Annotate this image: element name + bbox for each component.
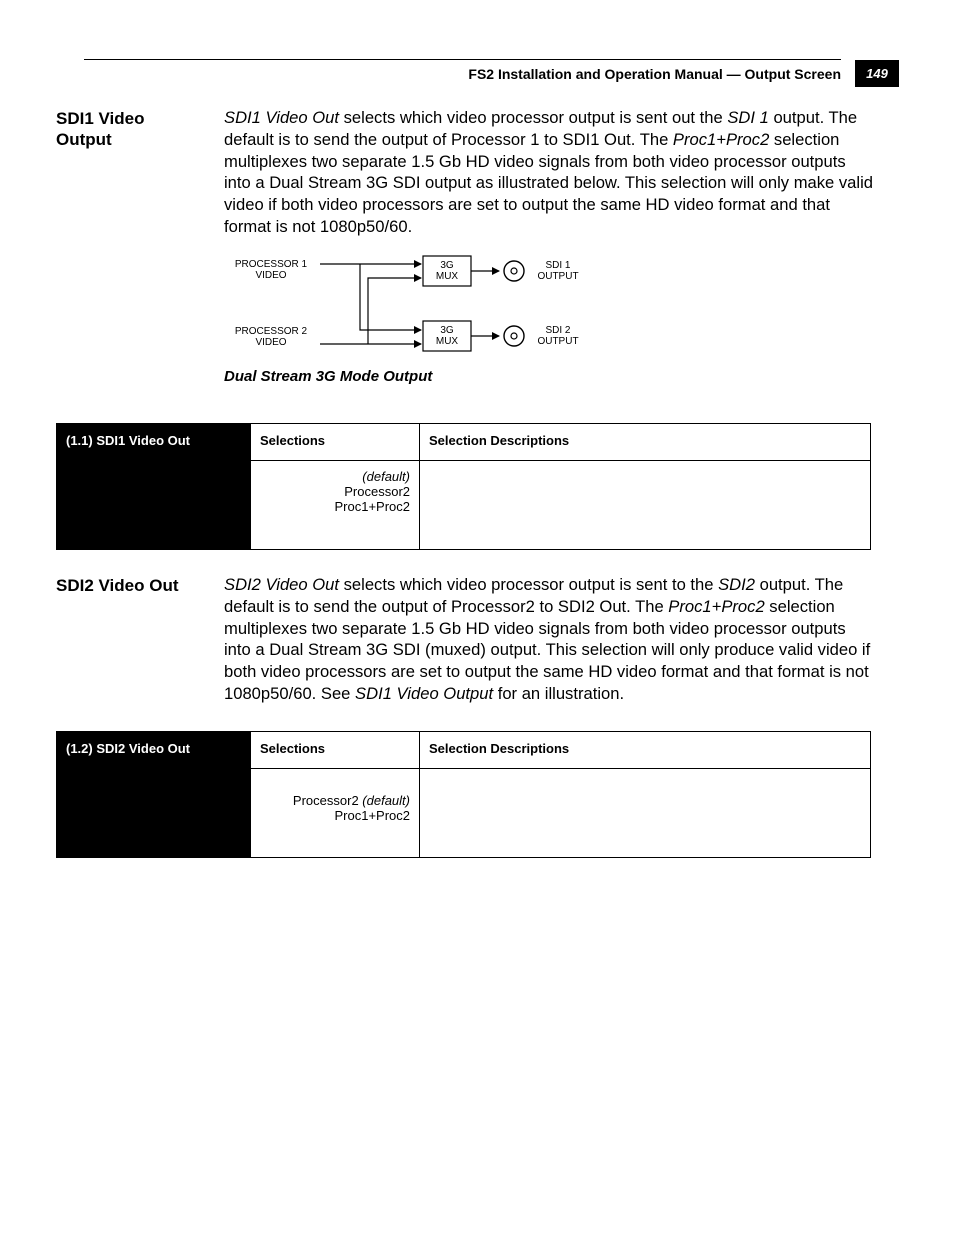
section1-paragraph	[224, 107, 874, 238]
col-header-selections: Selections	[251, 732, 420, 769]
selection-list	[251, 469, 410, 514]
diagram-out2-sublabel: OUTPUT	[537, 336, 579, 347]
col-header-selections: Selections	[251, 424, 420, 461]
text-run: selection multiplexes two separate 1.5 Gb HD video signals from both video processor outputs into a Dual Stream 3G SDI output as illustrated below. This selection will only make valid video if both video processors are set to output the same HD video format and that format is not 1080p50/60.	[224, 129, 874, 236]
diagram-mux1-label: 3G	[440, 260, 454, 271]
term-proc1-proc2: Proc1+Proc2	[668, 596, 765, 616]
diagram-proc2-sublabel: VIDEO	[255, 337, 287, 348]
text-run: for an illustration.	[493, 683, 625, 703]
page-number: 149	[866, 66, 888, 81]
table-row	[57, 732, 871, 769]
list-item: Proc1+Proc2	[334, 499, 410, 514]
list-item: Proc1+Proc2	[334, 808, 410, 823]
table-row	[57, 424, 871, 461]
text-run: output. The default is to send the output of Processor 1 to SDI1 Out. The	[224, 108, 858, 149]
term-sdi2-video-out: SDI2 Video Out	[224, 575, 339, 594]
diagram-mux1-sublabel: MUX	[435, 271, 459, 282]
list-item	[251, 469, 410, 484]
selections-cell	[251, 769, 420, 858]
term-sdi2: SDI2	[718, 575, 755, 594]
diagram-proc1-sublabel: VIDEO	[255, 270, 287, 281]
selection-list	[251, 793, 410, 823]
header-rule	[84, 59, 841, 60]
diagram-out1-sublabel: OUTPUT	[537, 271, 579, 282]
section-heading-sdi2: SDI2 Video Out	[56, 576, 179, 595]
param-table-sdi2	[56, 731, 871, 858]
default-note: (default)	[362, 469, 410, 484]
list-item	[251, 793, 410, 808]
diagram-bnc1-icon	[504, 261, 524, 281]
selections-cell	[251, 461, 420, 550]
param-table-sdi1	[56, 423, 871, 550]
param-title-sdi1: (1.1) SDI1 Video Out	[57, 424, 251, 550]
diagram-proc1-label: PROCESSOR 1	[234, 259, 308, 270]
section-heading-sdi1-line2: Output	[56, 130, 112, 149]
diagram-out2-label: SDI 2	[545, 325, 571, 336]
text-run: selects which video processor output is sent to the	[339, 575, 719, 594]
diagram-wire-proc1-mux2	[360, 264, 421, 330]
diagram-wire-proc2-mux1	[368, 278, 421, 344]
diagram-mux2-sublabel: MUX	[435, 336, 459, 347]
diagram-proc2-label: PROCESSOR 2	[234, 326, 308, 337]
list-item: Processor2	[344, 484, 410, 499]
term-sdi1-video-output-link: SDI1 Video Output	[355, 683, 494, 703]
diagram-mux2-label: 3G	[440, 325, 454, 336]
selection-processor2: Processor2	[292, 793, 363, 808]
section-heading-sdi1	[56, 108, 145, 150]
text-run: selection multiplexes two separate 1.5 Gb HD video signals from both video processor outputs into a Dual Stream 3G SDI (muxed) output. This selection will only produce valid video if both video processors are set to output the same HD video format and that format is not 1080p50/60. See	[224, 596, 871, 703]
term-sdi-1: SDI 1	[727, 108, 769, 127]
page-number-badge	[855, 60, 899, 87]
col-header-descriptions: Selection Descriptions	[420, 424, 871, 461]
term-proc1-proc2: Proc1+Proc2	[672, 129, 770, 149]
descriptions-cell	[420, 461, 871, 550]
diagram-out1-label: SDI 1	[545, 260, 571, 271]
param-title-sdi2: (1.2) SDI2 Video Out	[57, 732, 251, 858]
col-header-descriptions: Selection Descriptions	[420, 732, 871, 769]
term-sdi1-video-out: SDI1 Video Out	[224, 108, 339, 127]
dual-stream-diagram	[230, 250, 610, 360]
text-run: output. The default is to send the output of Processor2 to SDI2 Out. The	[224, 575, 844, 616]
descriptions-cell	[420, 769, 871, 858]
section-heading-sdi1-line1: SDI1 Video	[56, 109, 145, 128]
running-header-title: FS2 Installation and Operation Manual — Output Screen	[468, 66, 841, 82]
section2-paragraph	[224, 574, 874, 705]
default-note: (default)	[362, 793, 410, 808]
text-run: selects which video processor output is sent out the	[339, 108, 728, 127]
diagram-caption: Dual Stream 3G Mode Output	[224, 368, 433, 385]
diagram-bnc2-icon	[504, 326, 524, 346]
